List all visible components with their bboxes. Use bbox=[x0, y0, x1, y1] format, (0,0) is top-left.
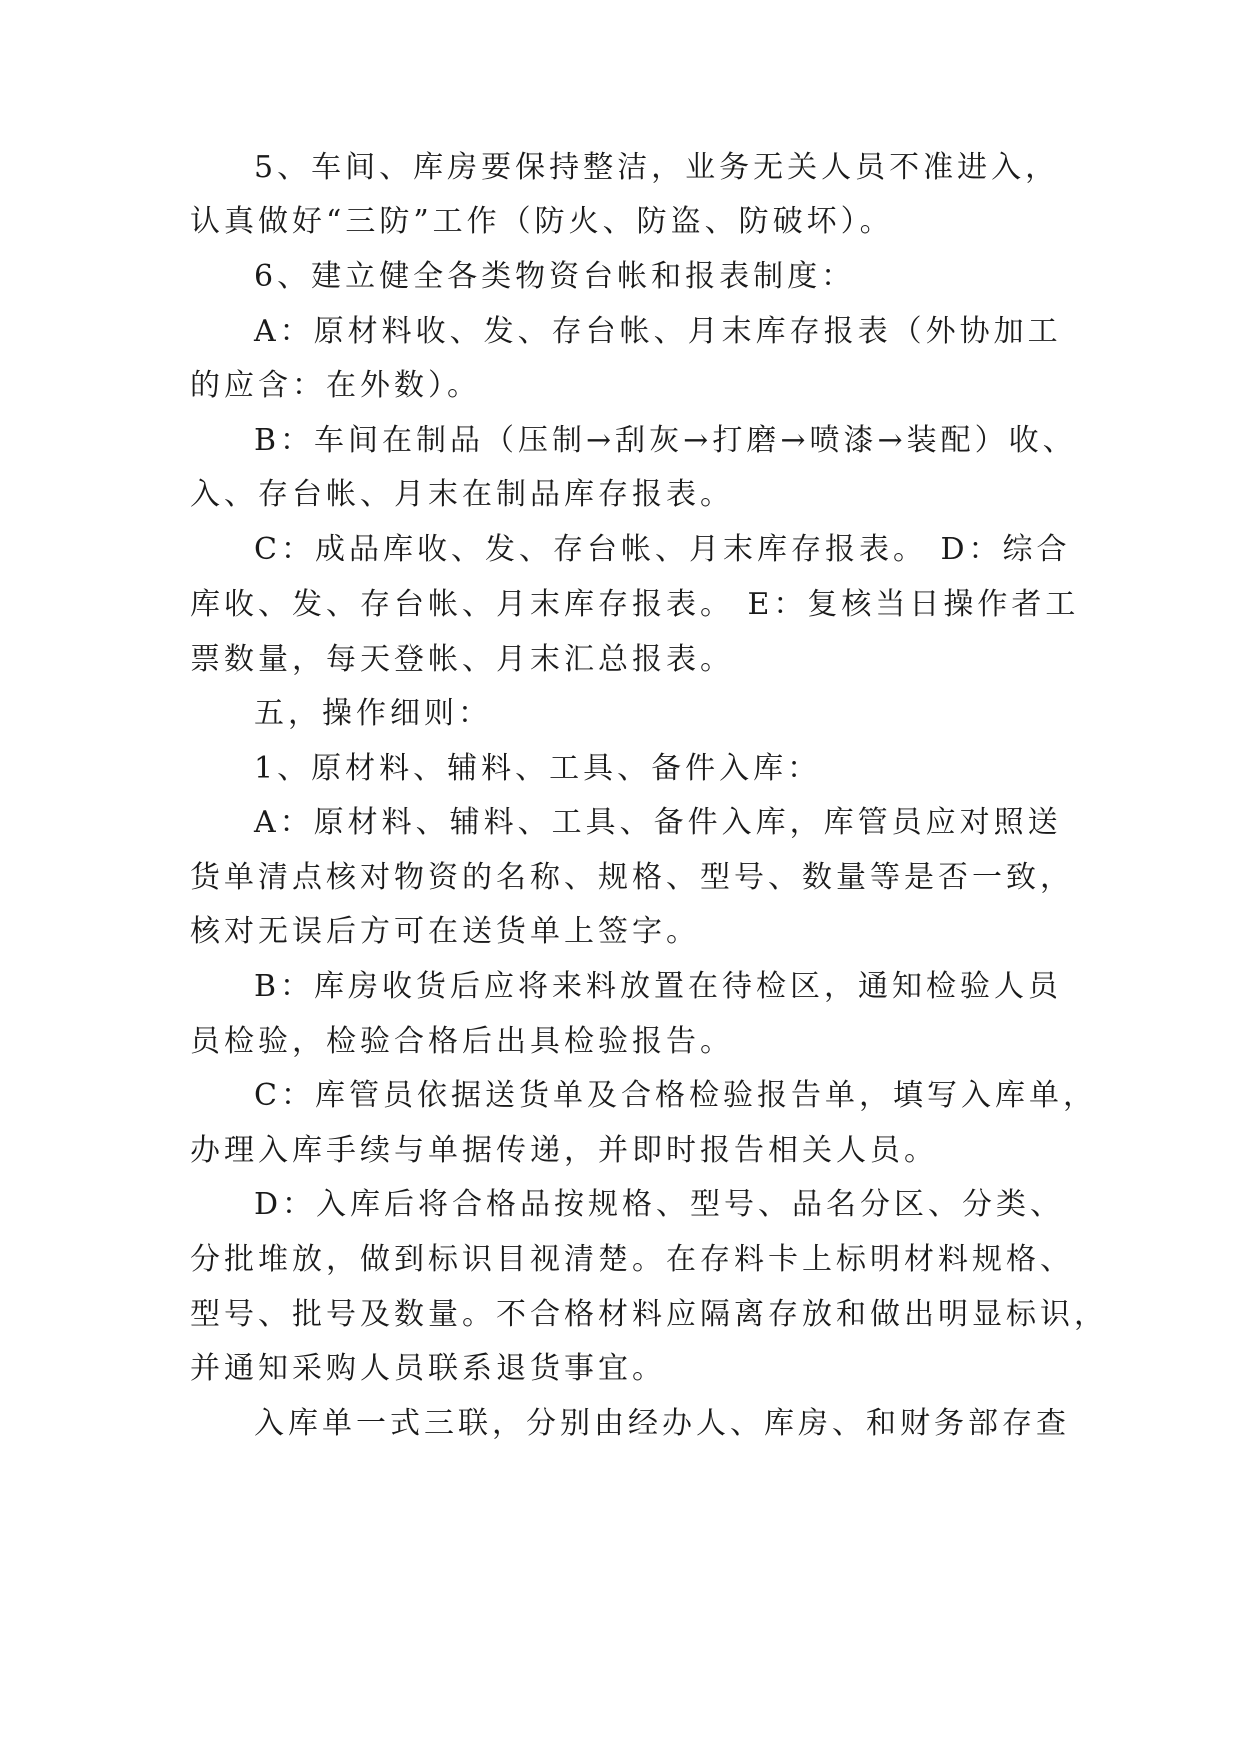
text-line: 分批堆放，做到标识目视清楚。在存料卡上标明材料规格、 bbox=[190, 1242, 1074, 1277]
text-line: 员检验，检验合格后出具检验报告。 bbox=[190, 1024, 734, 1059]
text-line: 5、车间、库房要保持整洁，业务无关人员不准进入， bbox=[254, 150, 1060, 185]
text-line: 核对无误后方可在送货单上签字。 bbox=[190, 914, 700, 949]
text-line: 6、建立健全各类物资台帐和报表制度： bbox=[254, 259, 856, 294]
section-heading: 五，操作细则： bbox=[254, 696, 492, 731]
text-line: B：库房收货后应将来料放置在待检区，通知检验人员 bbox=[254, 969, 1063, 1004]
text-line: B：车间在制品（压制→刮灰→打磨→喷漆→装配）收、 bbox=[254, 423, 1077, 458]
text-line: 货单清点核对物资的名称、规格、型号、数量等是否一致， bbox=[190, 860, 1074, 895]
text-line: 1、原材料、辅料、工具、备件入库： bbox=[254, 751, 822, 786]
text-line: 认真做好“三防”工作（防火、防盗、防破坏）。 bbox=[190, 204, 894, 239]
text-line: 库收、发、存台帐、月末库存报表。 E：复核当日操作者工 bbox=[190, 587, 1080, 622]
text-line: 型号、批号及数量。不合格材料应隔离存放和做出明显标识， bbox=[190, 1297, 1108, 1332]
text-line: C：库管员依据送货单及合格检验报告单，填写入库单， bbox=[254, 1078, 1097, 1113]
text-line: 入、存台帐、月末在制品库存报表。 bbox=[190, 477, 734, 512]
text-line: 票数量，每天登帐、月末汇总报表。 bbox=[190, 642, 734, 677]
text-line: 办理入库手续与单据传递，并即时报告相关人员。 bbox=[190, 1133, 938, 1168]
text-line: C：成品库收、发、存台帐、月末库存报表。 D：综合 bbox=[254, 532, 1071, 567]
text-line: 入库单一式三联，分别由经办人、库房、和财务部存查 bbox=[254, 1406, 1070, 1441]
text-line: 并通知采购人员联系退货事宜。 bbox=[190, 1351, 666, 1386]
text-line: A：原材料、辅料、工具、备件入库，库管员应对照送 bbox=[254, 805, 1062, 840]
text-line: A：原材料收、发、存台帐、月末库存报表（外协加工 bbox=[254, 314, 1062, 349]
text-line: D：入库后将合格品按规格、型号、品名分区、分类、 bbox=[254, 1187, 1065, 1222]
text-line: 的应含：在外数）。 bbox=[190, 368, 481, 403]
